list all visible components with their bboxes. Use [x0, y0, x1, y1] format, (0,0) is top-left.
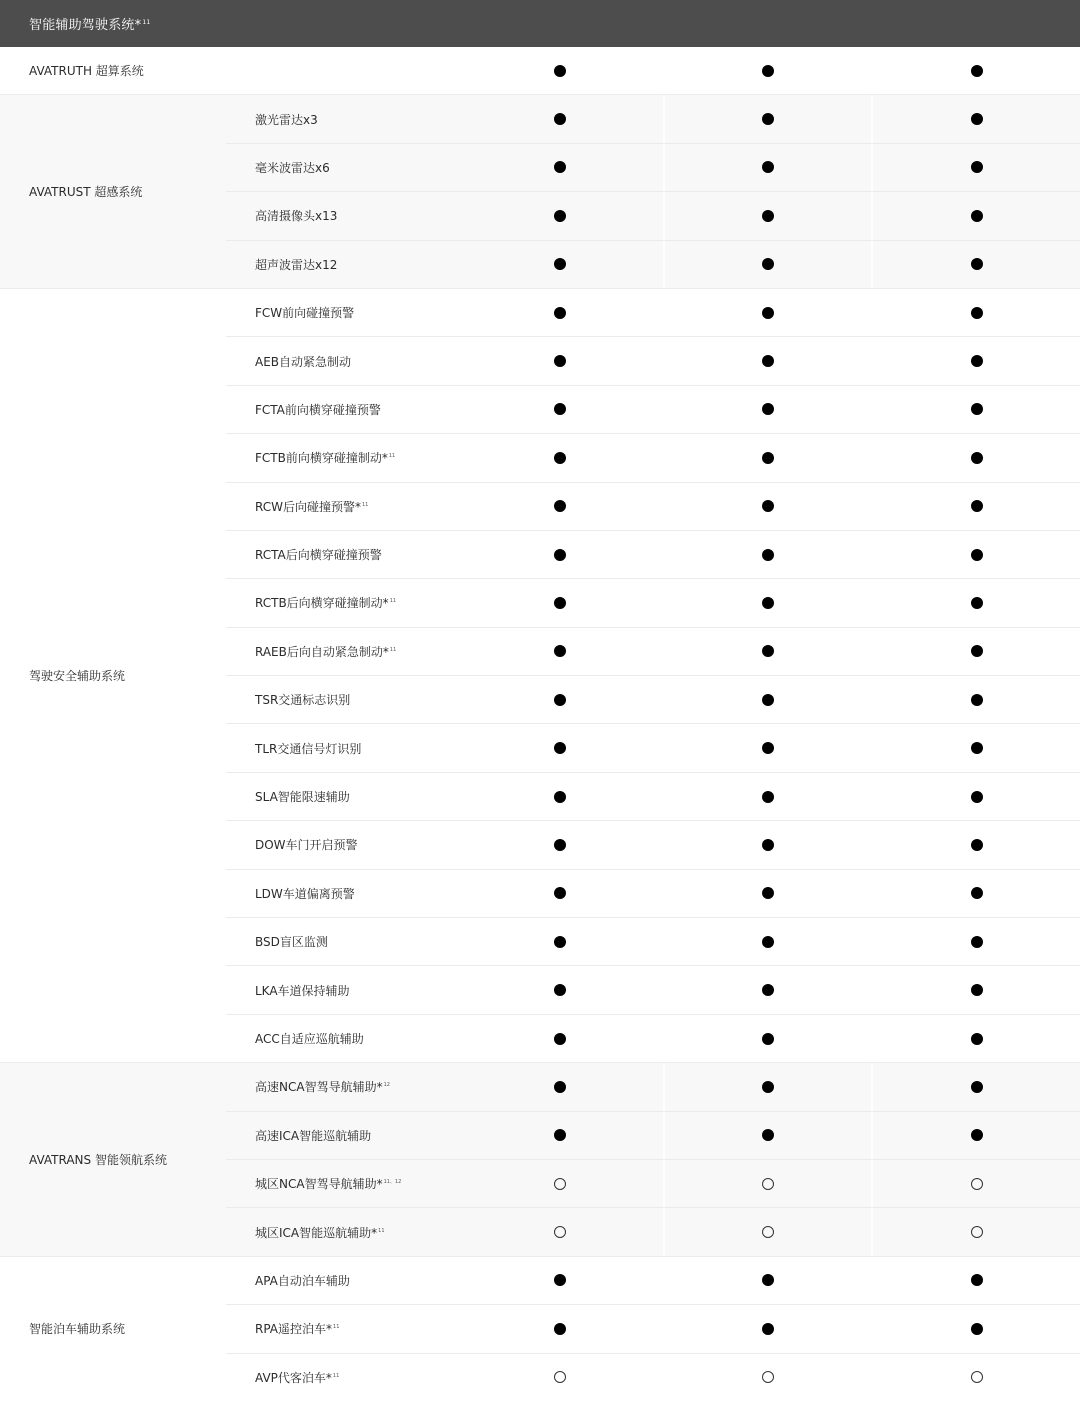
feature-cell	[226, 401, 457, 418]
feature-cell	[226, 836, 457, 853]
trim-cell	[665, 966, 873, 1013]
standard-dot-icon	[971, 403, 983, 415]
trim-cell	[457, 724, 665, 771]
standard-dot-icon	[762, 403, 774, 415]
standard-dot-icon	[971, 984, 983, 996]
trim-cell	[665, 1208, 873, 1255]
standard-dot-icon	[554, 791, 566, 803]
standard-dot-icon	[762, 161, 774, 173]
trim-cell	[457, 192, 665, 239]
trim-cell	[665, 386, 873, 433]
standard-dot-icon	[971, 500, 983, 512]
trim-cell	[457, 870, 665, 917]
trim-cell	[873, 241, 1080, 288]
standard-dot-icon	[971, 452, 983, 464]
feature-label: AEB自动紧急制动	[255, 354, 352, 369]
feature-cell	[226, 111, 457, 128]
feature-label: LDW车道偏离预警	[255, 886, 355, 901]
standard-dot-icon	[554, 307, 566, 319]
trim-cell	[873, 531, 1080, 578]
standard-dot-icon	[762, 1274, 774, 1286]
standard-dot-icon	[971, 694, 983, 706]
table-row	[226, 191, 1080, 239]
footnote-ref: 11	[378, 1227, 385, 1234]
standard-dot-icon	[762, 936, 774, 948]
standard-dot-icon	[971, 1129, 983, 1141]
spec-group	[0, 47, 1080, 94]
trim-cell	[457, 628, 665, 675]
table-row	[226, 1063, 1080, 1110]
optional-circle-icon	[762, 1178, 774, 1190]
trim-cell	[457, 821, 665, 868]
trim-cell	[665, 1305, 873, 1352]
trim-cell	[873, 1305, 1080, 1352]
feature-cell	[226, 546, 457, 563]
standard-dot-icon	[762, 65, 774, 77]
trim-cell	[873, 676, 1080, 723]
trim-cell	[665, 1160, 873, 1207]
feature-cell	[226, 885, 457, 902]
table-row	[226, 1304, 1080, 1352]
optional-circle-icon	[971, 1226, 983, 1238]
trim-cell	[873, 1160, 1080, 1207]
feature-label: BSD盲区监测	[255, 935, 328, 950]
standard-dot-icon	[971, 65, 983, 77]
feature-cell	[226, 643, 457, 660]
optional-circle-icon	[554, 1371, 566, 1383]
feature-cell	[226, 1175, 457, 1192]
feature-label: 高速ICA智能巡航辅助	[255, 1128, 372, 1143]
trim-cell	[873, 1208, 1080, 1255]
footnote-ref: 11	[362, 501, 369, 508]
feature-label: RAEB后向自动紧急制动*	[255, 644, 389, 659]
table-row	[226, 433, 1080, 481]
feature-cell	[226, 1127, 457, 1144]
table-row	[226, 1159, 1080, 1207]
trim-cell	[665, 531, 873, 578]
standard-dot-icon	[762, 452, 774, 464]
table-row	[457, 47, 1080, 94]
standard-dot-icon	[554, 1081, 566, 1093]
table-row	[226, 772, 1080, 820]
standard-dot-icon	[762, 258, 774, 270]
standard-dot-icon	[554, 113, 566, 125]
standard-dot-icon	[554, 355, 566, 367]
standard-dot-icon	[762, 791, 774, 803]
table-row	[226, 530, 1080, 578]
trim-cell	[873, 1063, 1080, 1110]
trim-cell	[457, 483, 665, 530]
feature-label: SLA智能限速辅助	[255, 790, 350, 805]
standard-dot-icon	[554, 936, 566, 948]
trim-cell	[873, 386, 1080, 433]
standard-dot-icon	[762, 839, 774, 851]
standard-dot-icon	[971, 936, 983, 948]
standard-dot-icon	[762, 355, 774, 367]
feature-label: DOW车门开启预警	[255, 838, 358, 853]
standard-dot-icon	[762, 742, 774, 754]
spec-group	[0, 94, 1080, 288]
standard-dot-icon	[971, 645, 983, 657]
feature-cell	[226, 1078, 457, 1095]
trim-cell	[457, 676, 665, 723]
table-row	[226, 482, 1080, 530]
standard-dot-icon	[554, 742, 566, 754]
trim-cell	[665, 1112, 873, 1159]
optional-circle-icon	[762, 1371, 774, 1383]
trim-cell	[457, 579, 665, 626]
footnote-ref: 11	[389, 598, 397, 605]
feature-label: 超声波雷达x12	[255, 257, 338, 272]
standard-dot-icon	[971, 887, 983, 899]
feature-label: RCTB后向横穿碰撞制动*	[255, 596, 389, 611]
feature-label: 激光雷达x3	[255, 112, 318, 127]
trim-cell	[873, 870, 1080, 917]
table-row	[226, 289, 1080, 336]
standard-dot-icon	[762, 210, 774, 222]
trim-cell	[457, 1208, 665, 1255]
trim-cell	[873, 337, 1080, 384]
standard-dot-icon	[554, 597, 566, 609]
feature-label: 城区NCA智驾导航辅助*	[255, 1177, 383, 1192]
trim-cell	[457, 144, 665, 191]
feature-label: AVP代客泊车*	[255, 1370, 332, 1385]
trim-cell	[457, 773, 665, 820]
feature-label: TSR交通标志识别	[255, 693, 351, 708]
spec-table	[0, 47, 1080, 1401]
spec-group	[0, 288, 1080, 1062]
standard-dot-icon	[971, 161, 983, 173]
feature-cell	[226, 449, 457, 466]
standard-dot-icon	[971, 355, 983, 367]
table-row	[226, 627, 1080, 675]
footnote-ref: 11	[332, 1372, 340, 1379]
trim-cell	[665, 773, 873, 820]
feature-cell	[226, 1224, 457, 1241]
feature-cell	[226, 1369, 457, 1386]
footnote-ref: 11	[333, 1324, 340, 1331]
standard-dot-icon	[971, 549, 983, 561]
trim-cell	[873, 144, 1080, 191]
group-label: 智能泊车辅助系统	[0, 1257, 226, 1401]
group-label: AVATRANS 智能领航系统	[0, 1063, 226, 1256]
standard-dot-icon	[971, 597, 983, 609]
trim-cell	[873, 579, 1080, 626]
table-row	[226, 1353, 1080, 1401]
trim-cell	[665, 434, 873, 481]
standard-dot-icon	[971, 1274, 983, 1286]
standard-dot-icon	[554, 452, 566, 464]
trim-cell	[457, 434, 665, 481]
trim-cell	[665, 821, 873, 868]
section-header	[0, 0, 1080, 47]
feature-label: TLR交通信号灯识别	[255, 741, 362, 756]
trim-cell	[457, 918, 665, 965]
feature-cell	[226, 1030, 457, 1047]
trim-cell	[457, 1305, 665, 1352]
trim-cell	[873, 1112, 1080, 1159]
trim-cell	[873, 1354, 1080, 1401]
feature-cell	[226, 982, 457, 999]
group-label: AVATRUST 超感系统	[0, 95, 226, 288]
table-row	[226, 917, 1080, 965]
feature-label: ACC自适应巡航辅助	[255, 1032, 364, 1046]
trim-cell	[873, 966, 1080, 1013]
trim-cell	[665, 628, 873, 675]
trim-cell	[873, 1257, 1080, 1304]
table-row	[226, 578, 1080, 626]
optional-circle-icon	[554, 1226, 566, 1238]
feature-label: RCW后向碰撞预警*	[255, 499, 361, 514]
feature-cell	[226, 740, 457, 757]
trim-cell	[457, 337, 665, 384]
footnote-ref: 11、12	[383, 1179, 402, 1186]
standard-dot-icon	[554, 645, 566, 657]
feature-cell	[226, 304, 457, 321]
standard-dot-icon	[554, 500, 566, 512]
trim-cell	[665, 47, 873, 94]
table-row	[226, 1014, 1080, 1062]
feature-cell	[226, 207, 457, 224]
feature-label: 城区ICA智能巡航辅助*	[255, 1225, 378, 1240]
trim-cell	[457, 1112, 665, 1159]
table-row	[226, 820, 1080, 868]
standard-dot-icon	[762, 887, 774, 899]
trim-cell	[457, 95, 665, 142]
table-row	[226, 1111, 1080, 1159]
standard-dot-icon	[971, 307, 983, 319]
trim-cell	[665, 337, 873, 384]
feature-cell	[226, 1320, 457, 1337]
table-row	[226, 336, 1080, 384]
standard-dot-icon	[762, 307, 774, 319]
standard-dot-icon	[971, 742, 983, 754]
trim-cell	[873, 47, 1080, 94]
standard-dot-icon	[971, 210, 983, 222]
trim-cell	[873, 95, 1080, 142]
trim-cell	[665, 289, 873, 336]
standard-dot-icon	[762, 1033, 774, 1045]
table-row	[226, 723, 1080, 771]
trim-cell	[457, 241, 665, 288]
trim-cell	[873, 434, 1080, 481]
standard-dot-icon	[762, 694, 774, 706]
trim-cell	[665, 144, 873, 191]
standard-dot-icon	[762, 500, 774, 512]
trim-cell	[457, 966, 665, 1013]
table-row	[226, 143, 1080, 191]
footnote-ref: 11	[388, 453, 396, 460]
table-row	[226, 869, 1080, 917]
standard-dot-icon	[971, 1323, 983, 1335]
standard-dot-icon	[971, 1081, 983, 1093]
trim-cell	[665, 1354, 873, 1401]
footnote-ref: 11	[142, 19, 151, 26]
footnote-ref: 12	[383, 1082, 390, 1089]
standard-dot-icon	[554, 887, 566, 899]
trim-cell	[873, 628, 1080, 675]
table-row	[226, 1257, 1080, 1304]
standard-dot-icon	[762, 1129, 774, 1141]
feature-label: FCTA前向横穿碰撞预警	[255, 402, 381, 417]
standard-dot-icon	[554, 210, 566, 222]
trim-cell	[873, 918, 1080, 965]
feature-cell	[226, 594, 457, 611]
standard-dot-icon	[971, 839, 983, 851]
standard-dot-icon	[762, 549, 774, 561]
trim-cell	[457, 386, 665, 433]
trim-cell	[665, 1063, 873, 1110]
trim-cell	[873, 773, 1080, 820]
standard-dot-icon	[762, 984, 774, 996]
table-row	[226, 965, 1080, 1013]
spec-group	[0, 1062, 1080, 1256]
optional-circle-icon	[554, 1178, 566, 1190]
trim-cell	[873, 289, 1080, 336]
standard-dot-icon	[762, 113, 774, 125]
feature-cell	[226, 159, 457, 176]
trim-cell	[873, 1015, 1080, 1062]
trim-cell	[457, 1160, 665, 1207]
standard-dot-icon	[554, 839, 566, 851]
standard-dot-icon	[554, 258, 566, 270]
optional-circle-icon	[762, 1226, 774, 1238]
standard-dot-icon	[762, 645, 774, 657]
standard-dot-icon	[971, 791, 983, 803]
standard-dot-icon	[971, 1033, 983, 1045]
trim-cell	[873, 821, 1080, 868]
standard-dot-icon	[554, 549, 566, 561]
feature-label: 高清摄像头x13	[255, 209, 338, 224]
trim-cell	[457, 1063, 665, 1110]
trim-cell	[665, 579, 873, 626]
feature-cell	[226, 788, 457, 805]
table-row	[226, 1207, 1080, 1255]
feature-cell	[226, 1272, 457, 1289]
trim-cell	[457, 47, 665, 94]
trim-cell	[665, 241, 873, 288]
standard-dot-icon	[554, 65, 566, 77]
trim-cell	[665, 676, 873, 723]
feature-cell	[226, 933, 457, 950]
standard-dot-icon	[554, 403, 566, 415]
standard-dot-icon	[554, 1129, 566, 1141]
trim-cell	[665, 870, 873, 917]
feature-cell	[226, 353, 457, 370]
optional-circle-icon	[971, 1371, 983, 1383]
table-row	[226, 675, 1080, 723]
standard-dot-icon	[971, 258, 983, 270]
feature-label: RCTA后向横穿碰撞预警	[255, 548, 382, 563]
trim-cell	[665, 192, 873, 239]
trim-cell	[457, 1257, 665, 1304]
standard-dot-icon	[971, 113, 983, 125]
group-label: 驾驶安全辅助系统	[0, 289, 226, 1062]
feature-label: RPA遥控泊车*	[255, 1322, 333, 1337]
trim-cell	[665, 1015, 873, 1062]
trim-cell	[665, 1257, 873, 1304]
optional-circle-icon	[971, 1178, 983, 1190]
group-label: AVATRUTH 超算系统	[0, 47, 457, 94]
trim-cell	[457, 289, 665, 336]
feature-label: LKA车道保持辅助	[255, 983, 350, 998]
feature-cell	[226, 256, 457, 273]
standard-dot-icon	[554, 1033, 566, 1045]
feature-label: FCTB前向横穿碰撞制动*	[255, 451, 388, 466]
feature-cell	[226, 498, 457, 515]
trim-cell	[665, 918, 873, 965]
trim-cell	[457, 1015, 665, 1062]
standard-dot-icon	[762, 1081, 774, 1093]
standard-dot-icon	[554, 161, 566, 173]
feature-label: 高速NCA智驾导航辅助*	[255, 1080, 383, 1095]
trim-cell	[873, 483, 1080, 530]
table-row	[226, 95, 1080, 142]
trim-cell	[873, 724, 1080, 771]
trim-cell	[665, 724, 873, 771]
footnote-ref: 11	[389, 646, 397, 653]
trim-cell	[665, 483, 873, 530]
trim-cell	[873, 192, 1080, 239]
feature-cell	[226, 691, 457, 708]
standard-dot-icon	[762, 597, 774, 609]
table-row	[226, 240, 1080, 288]
feature-label: APA自动泊车辅助	[255, 1273, 350, 1288]
trim-cell	[457, 531, 665, 578]
trim-cell	[665, 95, 873, 142]
trim-cell	[457, 1354, 665, 1401]
standard-dot-icon	[554, 694, 566, 706]
section-title: 智能辅助驾驶系统*	[29, 18, 142, 33]
feature-label: 毫米波雷达x6	[255, 160, 330, 175]
spec-group	[0, 1256, 1080, 1401]
standard-dot-icon	[762, 1323, 774, 1335]
standard-dot-icon	[554, 1274, 566, 1286]
feature-label: FCW前向碰撞预警	[255, 306, 355, 321]
table-row	[226, 385, 1080, 433]
standard-dot-icon	[554, 1323, 566, 1335]
standard-dot-icon	[554, 984, 566, 996]
